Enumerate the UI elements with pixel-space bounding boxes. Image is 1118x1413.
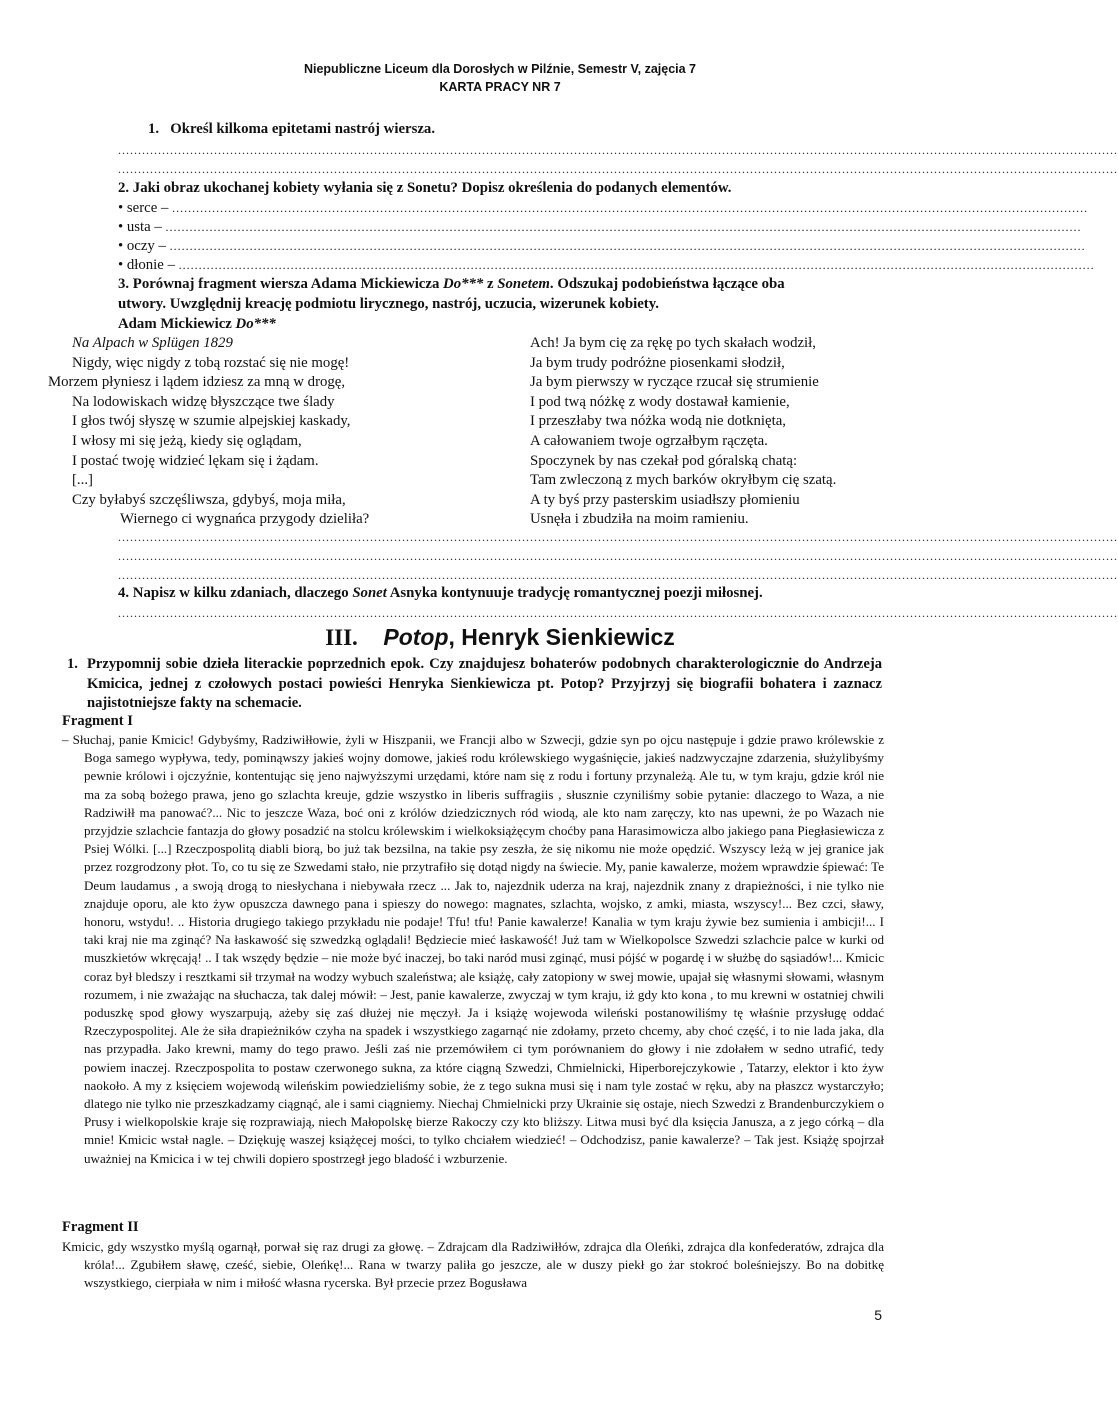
q4-text: 4. Napisz w kilku zdaniach, dlaczego — [118, 585, 353, 601]
bullet-dlonie[interactable] — [118, 257, 1095, 274]
q3-text: . Odszukaj podobieństwa łączące oba — [549, 276, 785, 292]
answer-dots: ..................................................................................................................................................................................................................................... — [165, 220, 1082, 234]
poem-author — [118, 316, 276, 333]
answer-dots: ..................................................................................................................................................................................................................................... — [169, 239, 1086, 253]
question-4 — [118, 585, 763, 602]
poem-left-column — [48, 334, 369, 530]
poem-line: A ty byś przy pasterskim usiadłszy płomieniu — [530, 491, 800, 508]
page-number: 5 — [874, 1307, 882, 1323]
question-2: 2. Jaki obraz ukochanej kobiety wyłania się z Sonetu? Dopisz określenia do podanych elementów. — [118, 180, 732, 196]
bullet-label: • dłonie – — [118, 257, 175, 273]
question-1-number: 1. — [148, 121, 160, 137]
poem-line: Czy byłabyś szczęśliwsza, gdybyś, moja miła, — [72, 491, 346, 508]
bullet-usta[interactable] — [118, 219, 1082, 236]
q3-text: 3. Porównaj fragment wiersza Adama Mickiewicza — [118, 276, 444, 292]
fragment-2-text — [62, 1238, 884, 1293]
bullet-label: • serce – — [118, 200, 169, 216]
poem-line: A całowaniem twoje ogrzałbym rączęta. — [530, 432, 768, 449]
poem-line: Ja bym trudy podróżne piosenkami słodził, — [530, 354, 785, 371]
question-1 — [148, 121, 435, 138]
section-title — [0, 624, 1000, 651]
fragment-2-paragraph: Kmicic, gdy wszystko myślą ogarnął, porwał się raz drugi za głowę. – Zdrajcam dla Radziwiłłów, zdrajca dla Oleńki, zdrajca dla konfederatów, zdrajca dla króla!... Zgubiłem sławę, cześć, siebie, Oleńkę!... Rana w twarzy paliła go jeszcze, ale w duszy piekł go żar stokroć boleśniejszy. Bo na dobitkę wszystkiego, cierpiała w nim i miłość własna rycerska. Był przecie przez Bogusława — [62, 1239, 884, 1291]
author-name: Adam Mickiewicz — [118, 316, 236, 332]
answer-line[interactable]: .......................................................................................................................................................................................................................................................... — [118, 143, 1118, 157]
poem-line: [...] — [72, 472, 93, 489]
section-number: III. — [325, 625, 358, 650]
section-author: , Henryk Sienkiewicz — [448, 624, 675, 650]
poem-line: I głos twój słyszę w szumie alpejskiej kaskady, — [72, 413, 351, 430]
school-header: Niepubliczne Liceum dla Dorosłych w Pilźnie, Semestr V, zajęcia 7 — [303, 62, 697, 76]
task-1-text: Przypomnij sobie dzieła literackie poprzednich epok. Czy znajdujesz bohaterów podobnych charakterologicznie do Andrzeja Kmicica, jednej z czołowych postaci powieści Henryka Sienkiewicza pt. Potop? Przyjrzyj się biografii bohatera i zaznacz najistotniejsze fakty na schemacie. — [87, 656, 882, 711]
answer-line[interactable]: .......................................................................................................................................................................................................................................................... — [118, 568, 1118, 582]
q3-text: z — [483, 276, 498, 292]
section-title-potop: Potop — [383, 624, 449, 650]
task-1-number: 1. — [67, 656, 78, 672]
poem-right-column — [530, 334, 836, 530]
poem-line: Morzem płyniesz i lądem idziesz za mną w drogę, — [48, 374, 346, 391]
fragment-2-heading: Fragment II — [62, 1219, 139, 1235]
poem-line: Usnęła i zbudziła na moim ramieniu. — [530, 511, 749, 528]
answer-line[interactable]: .......................................................................................................................................................................................................................................................... — [118, 530, 1118, 544]
poem-line: Wiernego ci wygnańca przygody dzieliła? — [120, 511, 370, 528]
task-1 — [67, 655, 882, 714]
q4-text: Asnyka kontynuuje tradycję romantycznej poezji miłosnej. — [386, 585, 763, 601]
bullet-serce[interactable] — [118, 200, 1089, 217]
poem-line: I pod twą nóżkę z wody dostawał kamienie, — [530, 393, 790, 410]
poem-line: I przeszłaby twa nóżka wodą nie dotknięta, — [530, 413, 786, 430]
poem-line: Na lodowiskach widzę błyszczące twe ślady — [72, 393, 335, 410]
fragment-1-heading: Fragment I — [62, 713, 133, 729]
worksheet-title: KARTA PRACY NR 7 — [439, 80, 561, 94]
poem-line: Spoczynek by nas czekał pod góralską chatą: — [530, 452, 798, 469]
answer-line[interactable]: .......................................................................................................................................................................................................................................................... — [118, 162, 1118, 176]
answer-line[interactable]: .......................................................................................................................................................................................................................................................... — [118, 606, 1118, 620]
fragment-1-text — [62, 731, 884, 1168]
bullet-oczy[interactable] — [118, 238, 1086, 255]
poem-line: Tam zwleczoną z mych barków okryłbym cię szatą. — [530, 472, 837, 489]
poem-place: Na Alpach w Splügen 1829 — [72, 335, 233, 351]
poem-line: Ja bym pierwszy w ryczące rzucał się strumienie — [530, 374, 819, 391]
question-3-line2: utwory. Uwzględnij kreację podmiotu lirycznego, nastrój, uczucia, wizerunek kobiety. — [118, 296, 659, 312]
poem-title: Do*** — [235, 316, 276, 332]
poem-line: Nigdy, więc nigdy z tobą rozstać się nie mogę! — [72, 354, 350, 371]
answer-dots: ..................................................................................................................................................................................................................................... — [178, 258, 1095, 272]
answer-line[interactable]: .......................................................................................................................................................................................................................................................... — [118, 549, 1118, 563]
bullet-label: • oczy – — [118, 238, 166, 254]
answer-dots: ..................................................................................................................................................................................................................................... — [172, 201, 1089, 215]
poem-line: Ach! Ja bym cię za rękę po tych skałach wodził, — [530, 335, 816, 351]
q3-title-sonet: Sonetem — [497, 276, 550, 292]
q3-title-do: Do*** — [443, 276, 484, 292]
question-1-text: Określ kilkoma epitetami nastrój wiersza. — [170, 121, 436, 137]
bullet-label: • usta – — [118, 219, 162, 235]
q4-title-sonet: Sonet — [352, 585, 387, 601]
poem-line: I postać twoję widzieć lękam się i żądam. — [72, 452, 319, 469]
poem-line: I włosy mi się jeżą, kiedy się oglądam, — [72, 432, 302, 449]
question-3-line1 — [118, 276, 785, 293]
fragment-1-paragraph: – Słuchaj, panie Kmicic! Gdybyśmy, Radziwiłłowie, żyli w Hiszpanii, we Francji albo w Szwecji, gdzie syn po ojcu następuje i gdzie prawo królewskie z Boga samego wypływa, tedy, pominąwszy jakieś wojny domowe, jakieś rodu królewskiego wygaśnięcie, jakieś nadzwyczajne zdarzenia, służylibyśmy pewnie królowi i ojczyźnie, kontentując się jeno najwyższymi urzędami, które nam się z rodu i fortuny przynależą. Ale tu, w tym kraju, gdzie król nie ma za sobą bożego prawa, jeno go szlachta kreuje, gdzie wszystko in liberis suffragiis , słusznie czyniliśmy sobie pytanie: dlaczego to Waza, a nie Radziwiłł ma panować?... Nic to jeszcze Waza, boć oni z królów dziedzicznych ród wiodą, ale kto nam zaręczy, kto nas upewni, że po Wazach nie przyjdzie szlachcie fantazja do głowy posadzić na stolcu królewskim i wielkoksiążęcym choćby pana Harasimowicza albo jakiego pana Piegłasiewicza z Psiej Wólki. [...] Rzeczpospolitą diabli biorą, bo już tak bezsilna, na takie psy zeszła, że się nikomu nie może opędzić. Wszyscy leżą w jej granice jak przez rozgrodzony płot. To, co tu się ze Szwedami stało, nie przytrafiło się dotąd nigdy na świecie. My, panie kawalerze, możem wprawdzie śpiewać: Te Deum laudamus , a swoją drogą to niesłychana i niebywała rzecz ... Jak to, najezdnik uderza na kraj, najezdnik znany z drapieżności, i nie tylko nie znajduje oporu, ale kto żyw opuszcza dawnego pana i spieszy do nowego: magnates, szlachta, wojsko, z amki, miasta, wszyscy!... Bez czci, sławy, honoru, wstydu!. .. Historia drugiego takiego przykładu nie podaje! Tfu! tfu! Panie kawalerze! Kanalia w tym kraju żywie bez sumienia i ambicji!... I taki kraj nie ma zginąć? Na łaskawość się szwedzką oglądali! Będziecie mieć łaskawość! Już tam w Wielkopolsce Szwedzi szlachcie palce w kurki od muszkietów wkręcają! .. I tak wszędy będzie – nie może być inaczej, bo taki naród musi zginąć, musi pójść w pogardę i w służbę do sąsiadów!... Kmicic coraz był bledszy i resztkami sił trzymał na wodzy wybuch szaleństwa; ale książę, cały zatopiony w swej mowie, upajał się własnymi słowami, własnym rozumem, i nie zważając na słuchacza, tak dalej mówił: – Jest, panie kawalerze, zwyczaj w tym kraju, iż gdy kto kona , to mu krewni w ostatniej chwili poduszkę spod głowy wyszarpują, ażeby się zaś dłużej nie męczył. Ja i książę wojewoda wileński postanowiliśmy tę właśnie przysługę oddać Rzeczypospolitej. Ale że siła drapieżników czyha na spadek i wszystkiego zagarnąć nie zdołamy, przeto chcemy, aby choć część, i to nie lada jaka, dla nas przypadła. Jako krewni, mamy do tego prawo. Jeśli zaś nie przemówiłem ci tym porównaniem do głowy i nie zdołałem w sedno utrafić, tedy powiem inaczej. Rzeczpospolita to postaw czerwonego sukna, za które ciągną Szwedzi, Chmielnicki, Hiperborejczykowie , Tatarzy, elektor i kto żyw naokoło. A my z księciem wojewodą wileńskim powiedzieliśmy sobie, że z tego sukna musi się i nam tyle zostać w ręku, aby na płaszcz wystarczyło; dlatego nie tylko nie przeszkadzamy ciągnąć, ale i sami ciągniemy. Niechaj Chmielnicki przy Ukrainie się ostaje, niech Szwedzi z Brandenburczykiem o Prusy i wielkopolskie kraje się rozprawiają, niech Małopolskę bierze Rakoczy czy kto bliższy. Litwa musi być dla księcia Janusza, a z jego córką – dla mnie! Kmicic wstał nagle. – Dziękuję waszej książęcej mości, to tylko chciałem wiedzieć! – Odchodzisz, panie kawalerze? – Tak jest. Książę spojrzał uważniej na Kmicica i w tej chwili dopiero spostrzegł jego bladość i wzburzenie. — [62, 732, 884, 1166]
